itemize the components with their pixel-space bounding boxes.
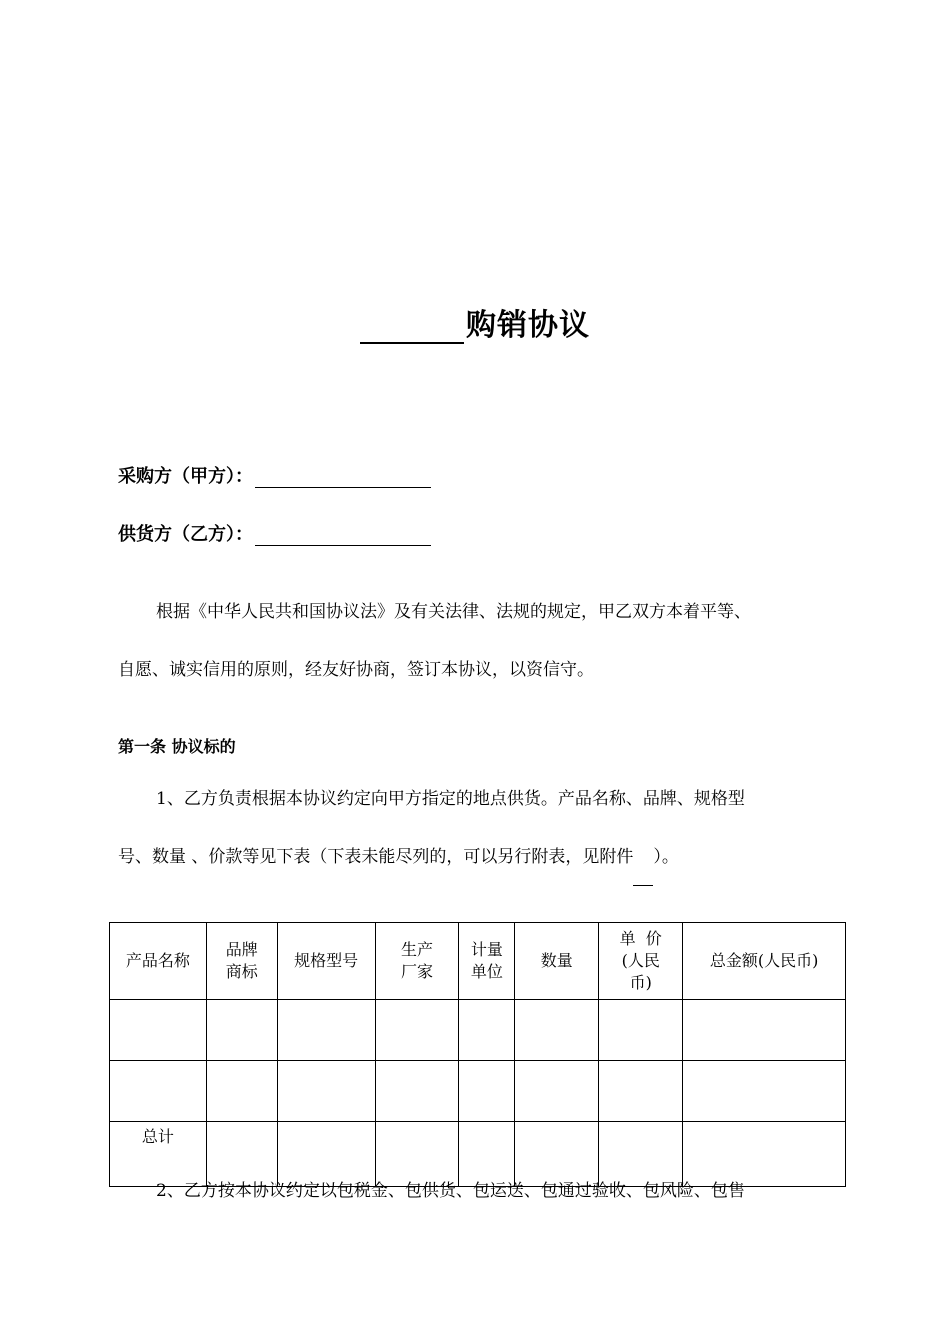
clause-2-line-1: 2、乙方按本协议约定以包税金、包供货、包运送、包通过验收、包风险、包售 [156,1181,745,1201]
product-table [109,922,846,1187]
table-row [110,1061,846,1122]
title-blank-line [360,308,464,344]
clause-1-line-1: 1、乙方负责根据本协议约定向甲方指定的地点供货。产品名称、品牌、规格型 [156,789,745,809]
attachment-blank[interactable] [633,868,653,886]
title-text: 购销协议 [466,308,590,343]
header-unit-price: 单 价 (人民 币) [599,923,683,1000]
header-brand: 品牌 商标 [206,923,277,1000]
buyer-label: 采购方（甲方）： [118,466,253,487]
supplier-blank[interactable] [255,525,431,546]
header-unit: 计量 单位 [459,923,515,1000]
supplier-line [118,520,431,546]
total-label: 总计 [110,1122,207,1187]
clause-1-line-2 [118,828,838,886]
buyer-line [118,462,431,488]
header-product-name: 产品名称 [110,923,207,1000]
article-1-clause-2 [118,1162,838,1220]
clause-1-line-2-text: 号、数量 、价款等见下表（下表未能尽列的，可以另行附表，见附件 [118,847,634,867]
supplier-label: 供货方（乙方）： [118,524,253,545]
header-spec: 规格型号 [277,923,375,1000]
buyer-blank[interactable] [255,467,431,488]
header-quantity: 数量 [515,923,599,1000]
header-manufacturer: 生产 厂家 [375,923,459,1000]
clause-1-line-2-end: ）。 [653,847,679,867]
preamble-line-1: 根据《中华人民共和国协议法》及有关法律、法规的规定，甲乙双方本着平等、 [156,602,751,622]
table-row [110,1000,846,1061]
preamble-line-2: 自愿、诚实信用的原则，经友好协商，签订本协议，以资信守。 [118,660,594,680]
article-1-clause-1 [118,770,838,886]
table-header-row [110,923,846,1000]
header-total-amount: 总金额(人民币) [683,923,846,1000]
article-1-heading: 第一条 协议标的 [118,737,236,756]
document-title [0,300,950,344]
preamble [118,583,838,699]
